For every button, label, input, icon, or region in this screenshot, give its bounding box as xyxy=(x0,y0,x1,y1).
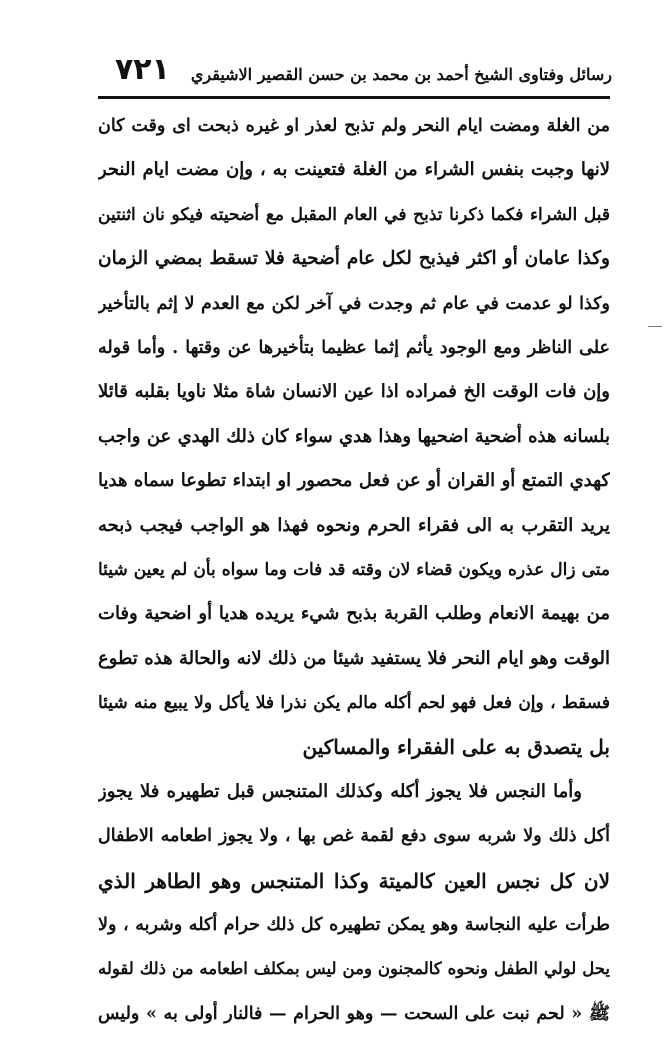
text-line: وإن فات الوقت الخ فمراده اذا عين الانسان شاة مثلا ناويا بقلبه قائلا xyxy=(98,381,610,403)
text-line: ﷺ « لحم نبت على السحت — وهو الحرام — فالنار أولى به » وليس xyxy=(98,1003,610,1024)
text-line: وكذا لو عدمت في عام ثم وجدت في آخر لكن مع العدم لا إثم بالتأخير xyxy=(98,293,610,314)
text-line: يحل لولي الطفل ونحوه كالمجنون ومن ليس بمكلف اطعامه من ذلك لقوله xyxy=(98,959,610,979)
running-header xyxy=(96,52,612,96)
text-line: من بهيمة الانعام وطلب القربة بذبح شيء يريده هديا أو اضحية وفات xyxy=(98,603,610,625)
text-line: أكل ذلك ولا شربه سوى دفع لقمة غص بها ، ولا يجوز اطعامه الاطفال xyxy=(98,826,610,847)
text-line: كهدي التمتع أو القران أو عن فعل محصور او ابتداء تطوعا سماه هديا xyxy=(98,470,610,492)
text-line: لان كل نجس العين كالميتة وكذا المتنجس وهو الطاهر الذي xyxy=(98,868,610,893)
text-line: وأما النجس فلا يجوز أكله وكذلك المتنجس قبل تطهيره فلا يجوز xyxy=(98,780,582,802)
book-title: رسائل وفتاوى الشيخ أحمد بن محمد بن حسن القصير الاشيقري xyxy=(190,64,612,84)
text-line: يريد التقرب به الى فقراء الحرم ونحوه فهذا هو الواجب فيجب ذبحه xyxy=(98,514,610,536)
text-line: طرأت عليه النجاسة وهو يمكن تطهيره كل ذلك حرام أكله وشربه ، ولا xyxy=(98,915,610,936)
text-line: وكذا عامان أو اكثر فيذبح لكل عام أضحية فلا تسقط بمضي الزمان xyxy=(98,248,610,270)
text-line: فسقط ، وإن فعل فهو لحم أكله مالم يكن نذرا فلا يأكل ولا يبيع منه شيئا xyxy=(98,693,610,714)
header-rule xyxy=(98,96,610,99)
text-line: متى زال عذره ويكون قضاء لان وقته قد فات وما سواه بأن لم يعين شيئا xyxy=(98,559,610,580)
text-line: من الغلة ومضت ايام النحر ولم تذبح لعذر او غيره ذبحت اى وقت كان xyxy=(98,116,610,136)
text-line: بلسانه هذه أضحية اضحيها وهذا هدي سواء كان ذلك الهدي عن واجب xyxy=(98,425,610,447)
text-line: بل يتصدق به على الفقراء والمساكين xyxy=(302,735,610,760)
margin-mark xyxy=(648,326,662,327)
text-line: لانها وجبت بنفس الشراء من الغلة فتعينت به ، وإن مضت ايام النحر xyxy=(98,159,610,181)
body-text xyxy=(98,104,610,1036)
page-number: ٧٢١ xyxy=(115,52,170,87)
text-line: الوقت وهو ايام النحر فلا يستفيد شيئا من ذلك لانه والحالة هذه تطوع xyxy=(98,647,610,669)
text-line: على الناظر ومع الوجود يأثم إثما عظيما بتأخيرها عن وقتها . وأما قوله xyxy=(98,337,610,358)
text-line: قبل الشراء فكما ذكرنا تذبح في العام المقبل مع أضحيته فيكو نان اثنتين xyxy=(98,204,610,225)
